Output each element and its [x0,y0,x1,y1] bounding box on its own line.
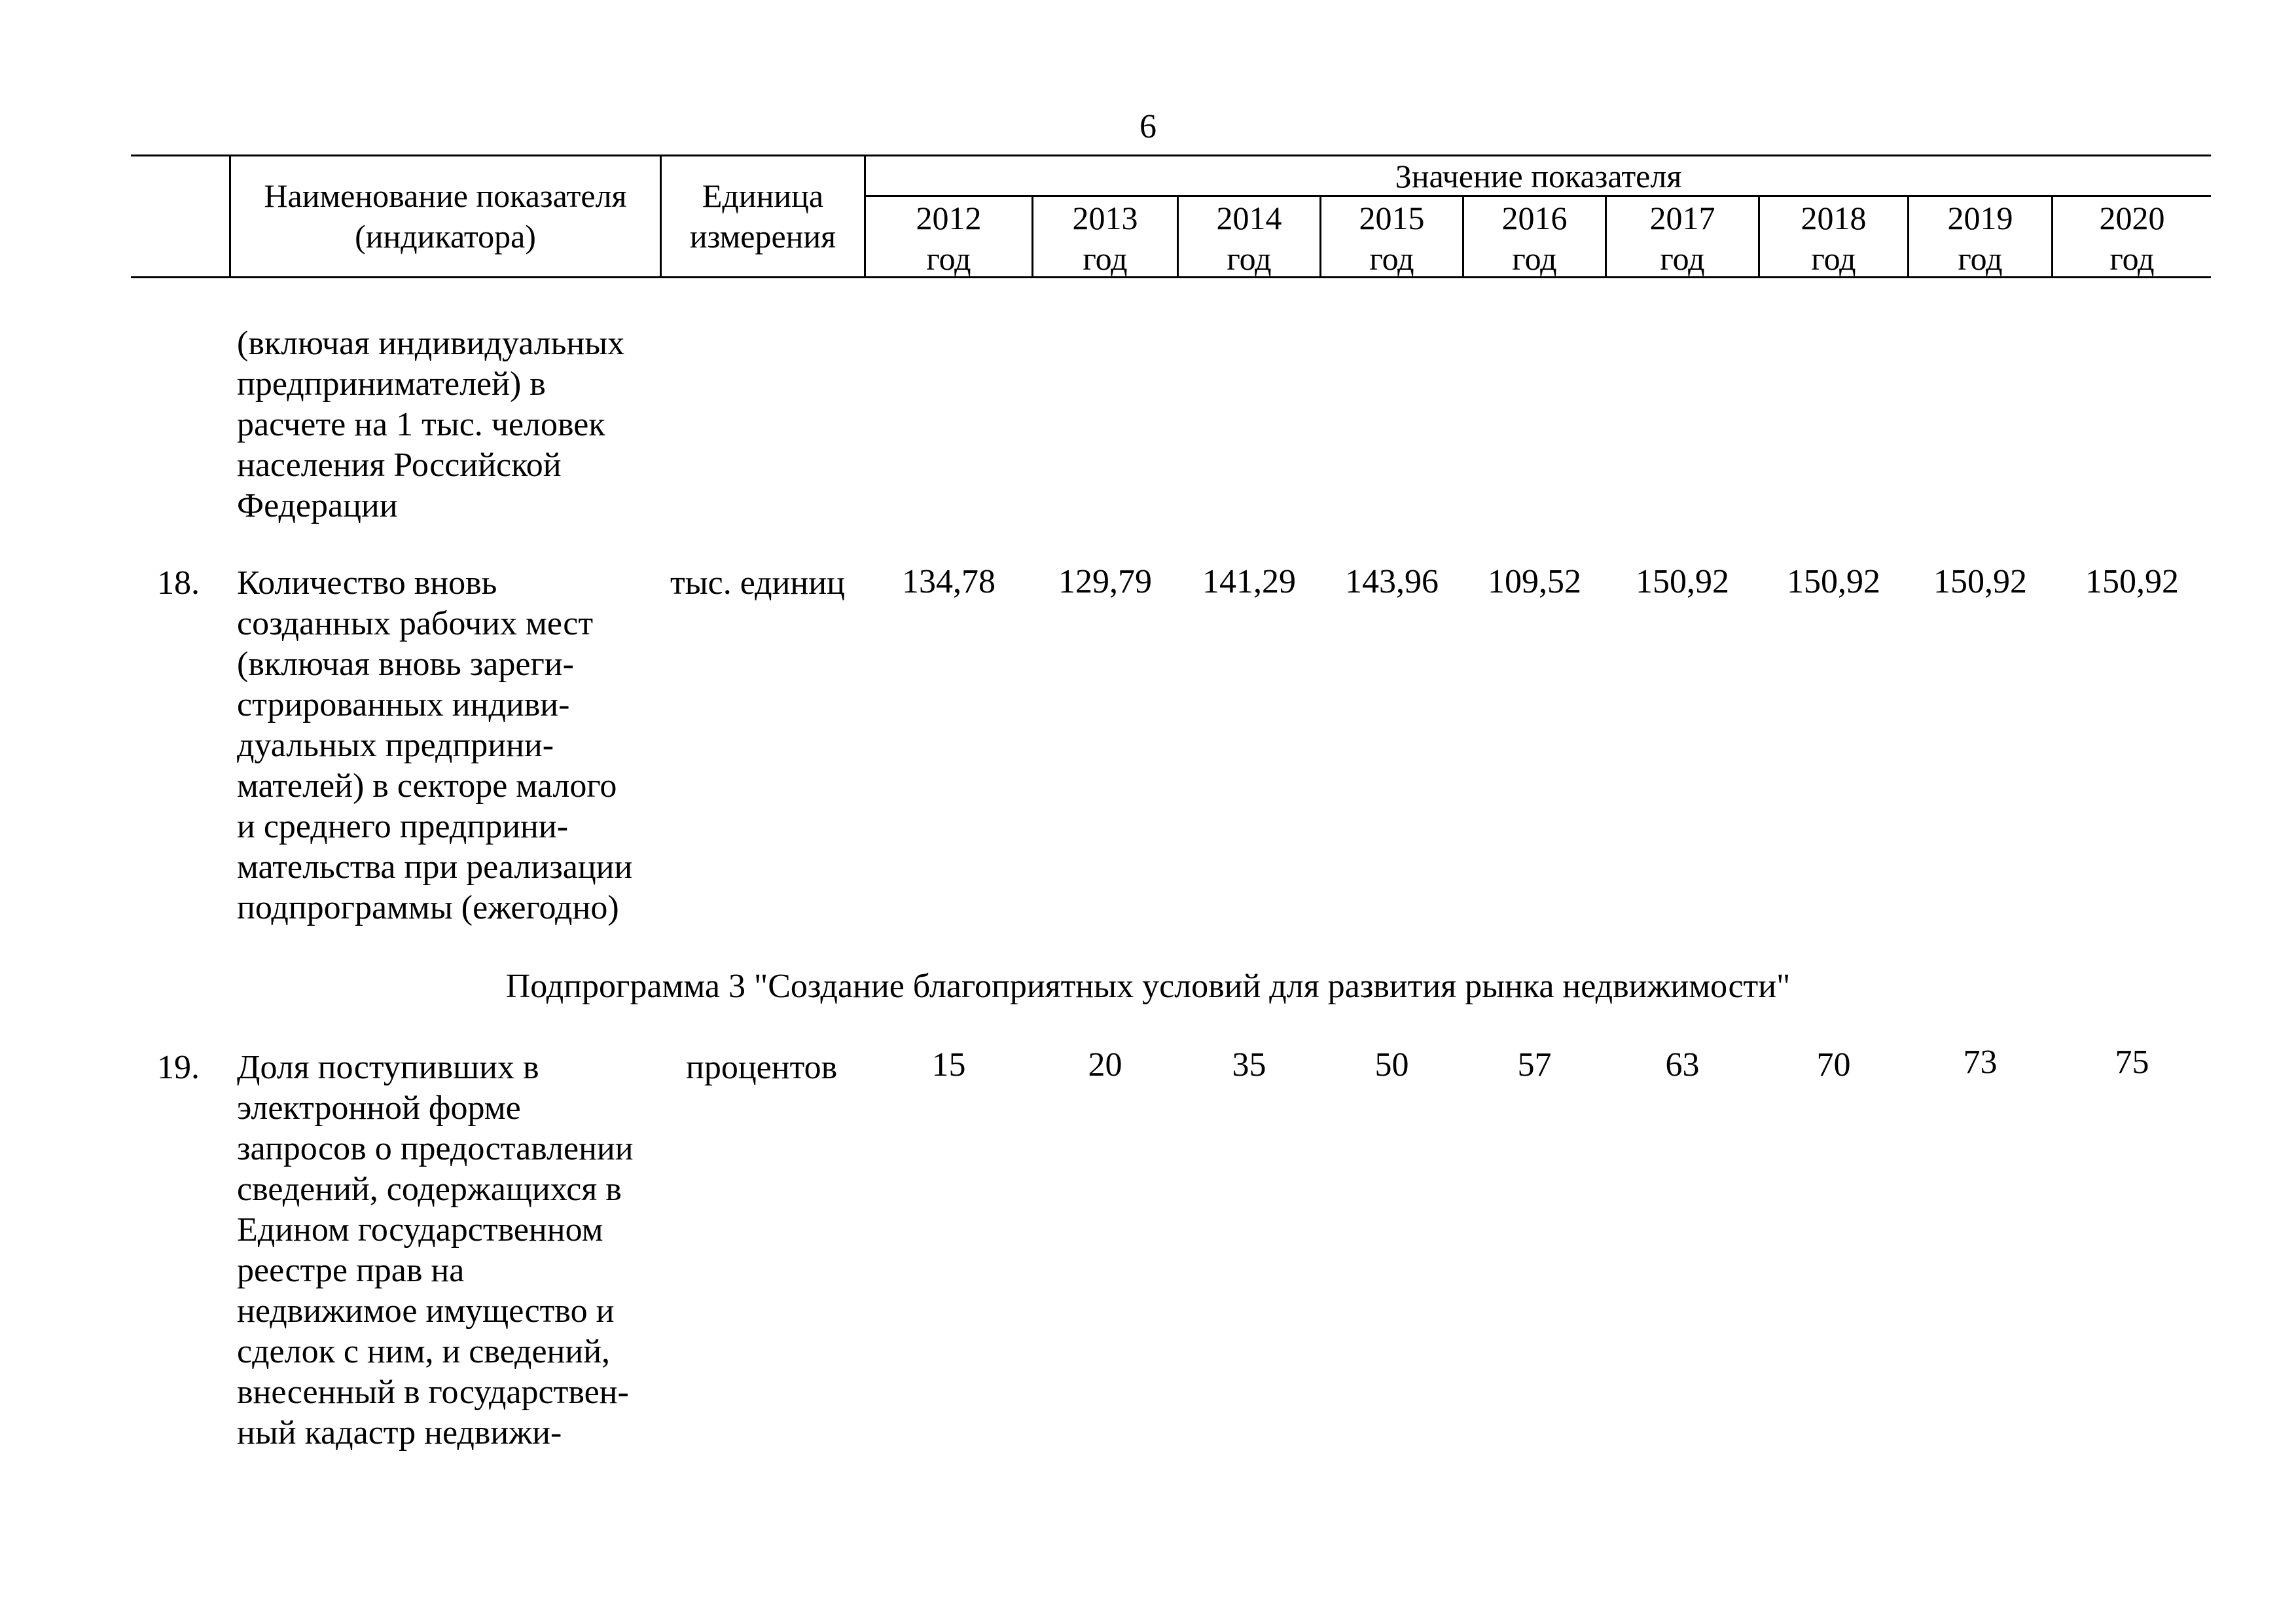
header-year-2020 [2053,198,2211,279]
header-year-2012 [866,198,1031,279]
section-title: Подпрограмма 3 "Создание благоприятных условий для развития рынка недвижимости" [505,968,1791,1005]
year-suffix: год [926,240,971,277]
year-suffix: год [2109,240,2155,277]
year-label: 2013 [1072,200,1138,236]
year-suffix: год [1958,240,2003,277]
year-suffix: год [1227,240,1272,277]
row-number: 18. [157,564,200,602]
header-year-2016 [1464,198,1605,279]
value-2014: 141,29 [1202,563,1296,600]
year-label: 2020 [2099,200,2165,236]
year-label: 2012 [916,200,982,236]
year-label: 2015 [1359,200,1425,236]
value-2014: 35 [1232,1046,1266,1084]
row-name: Количество вновь созданных рабочих мест (включая вновь зареги- стрированных индиви- дуальных предприни- мателей) в секторе малого и среднего предприни- мательства при реализации подпрограммы (ежегодно) [237,564,633,926]
year-suffix: год [1512,240,1557,277]
value-2020: 150,92 [2085,563,2179,600]
value-2012: 15 [931,1046,966,1084]
row-name: Доля поступивших в электронной форме запросов о предоставлении сведений, содержащихся в Едином государственном реестре прав на недвижимое имущество и сделок с ним, и сведений, внесенный в государствен- ный кадастр недвижи- [237,1049,634,1451]
value-2016: 57 [1517,1046,1552,1084]
year-label: 2017 [1649,200,1715,236]
year-label: 2018 [1801,200,1867,236]
row-number: 19. [157,1049,200,1086]
value-2016: 109,52 [1488,563,1581,600]
value-2019: 150,92 [1933,563,2027,600]
year-suffix: год [1083,240,1128,277]
year-label: 2016 [1501,200,1568,236]
value-2017: 63 [1665,1046,1700,1084]
header-year-2017 [1607,198,1758,279]
header-year-2018 [1760,198,1907,279]
value-2012: 134,78 [902,563,996,600]
year-suffix: год [1811,240,1856,277]
value-2019: 73 [1963,1044,1998,1081]
year-label: 2019 [1947,200,2013,236]
year-suffix: год [1660,240,1705,277]
header-name-column: Наименование показателя (индикатора) [264,177,627,255]
value-2018: 150,92 [1787,563,1880,600]
header-year-2013 [1033,198,1177,279]
value-2013: 129,79 [1058,563,1152,600]
year-label: 2014 [1216,200,1282,236]
row-unit: тыс. единиц [670,564,845,602]
year-suffix: год [1369,240,1414,277]
value-2020: 75 [2115,1044,2149,1081]
continuation-text: (включая индивидуальных предпринимателей) в расчете на 1 тыс. человек населения Российской Федерации [237,325,625,524]
value-2017: 150,92 [1636,563,1729,600]
value-2018: 70 [1816,1046,1851,1084]
header-unit-column: Единица измерения [689,177,836,255]
header-year-2015 [1321,198,1462,279]
value-2015: 143,96 [1345,563,1439,600]
row-unit: процентов [686,1049,838,1086]
page-number: 6 [1139,108,1157,145]
value-2013: 20 [1088,1046,1122,1084]
value-2015: 50 [1374,1046,1409,1084]
header-value-group: Значение показателя [1395,158,1682,194]
header-year-2014 [1179,198,1319,279]
header-year-2019 [1909,198,2051,279]
